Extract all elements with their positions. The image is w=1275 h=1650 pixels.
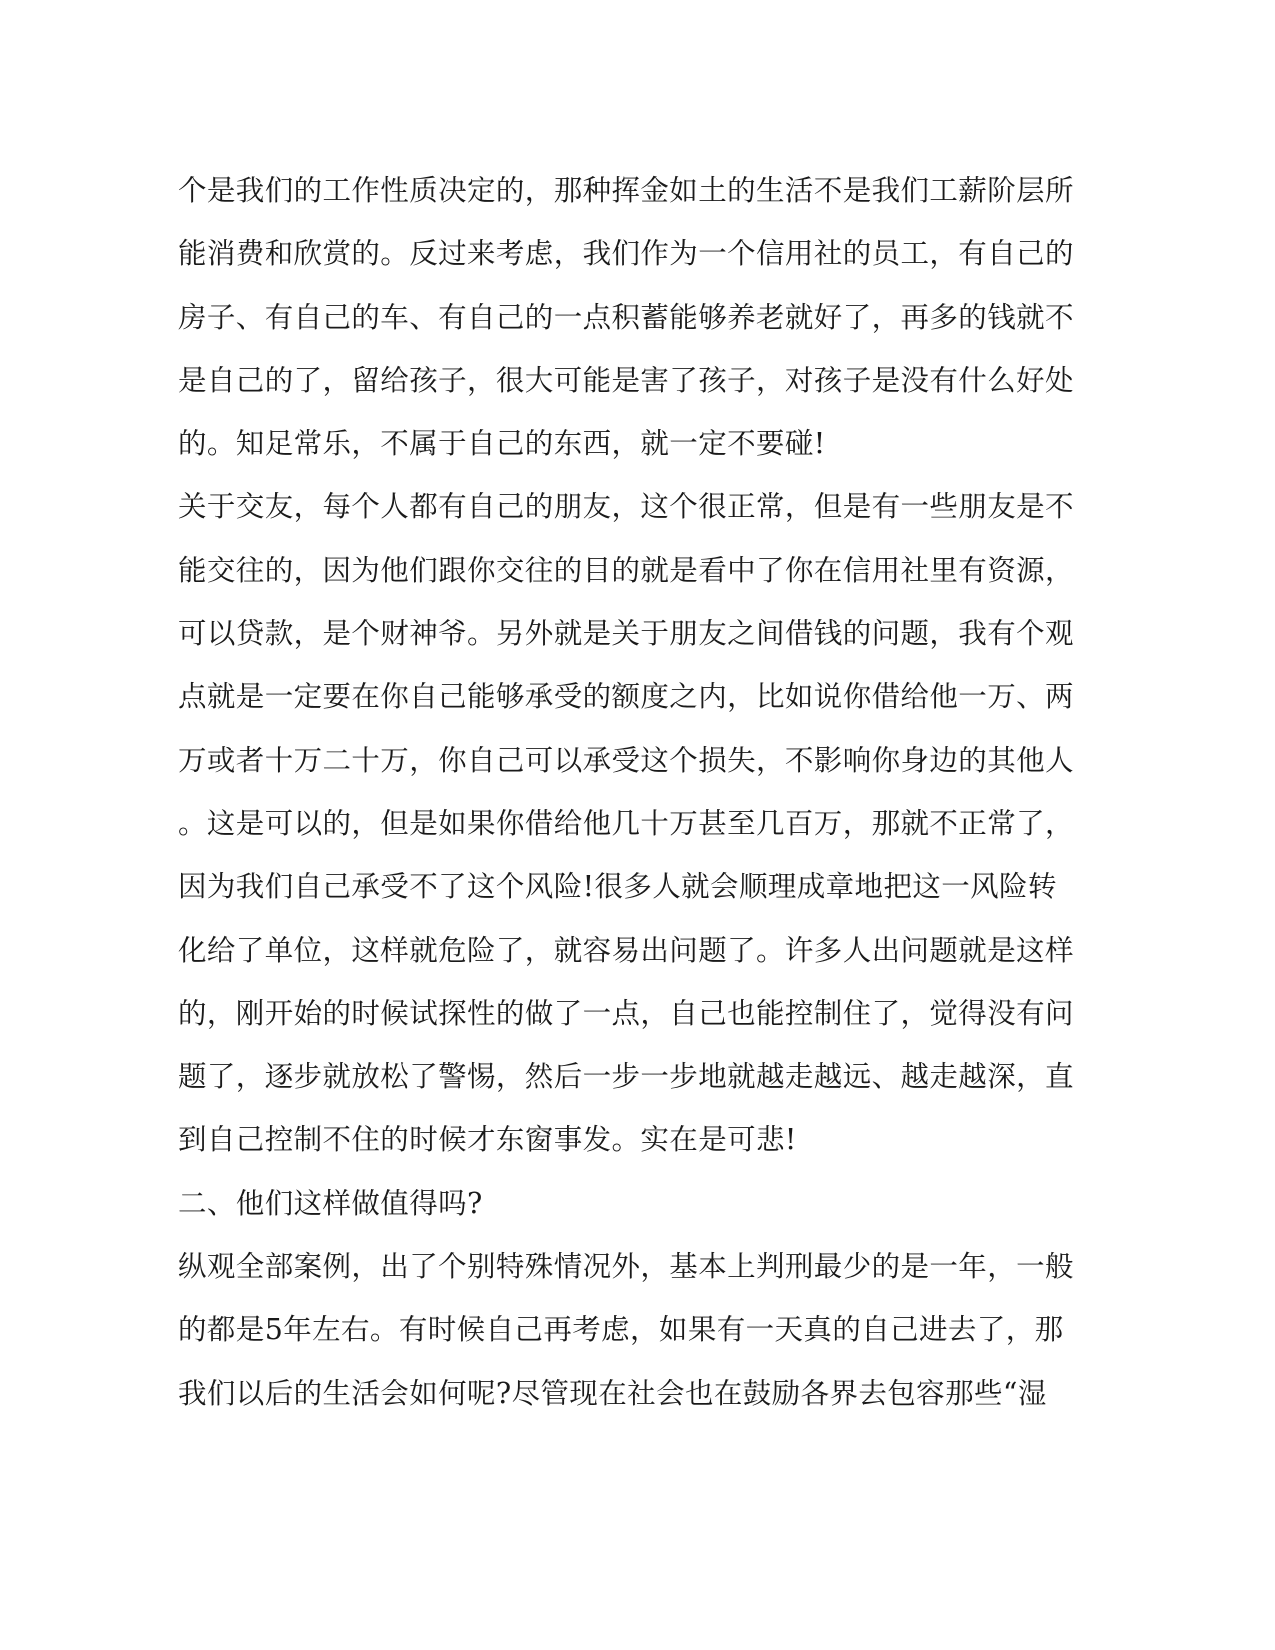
text-line: 房子、有自己的车、有自己的一点积蓄能够养老就好了，再多的钱就不: [178, 300, 1074, 334]
text-line: 化给了单位，这样就危险了，就容易出问题了。许多人出问题就是这样: [178, 933, 1074, 967]
text-line: 点就是一定要在你自己能够承受的额度之内，比如说你借给他一万、两: [178, 680, 1074, 714]
text-line: 可以贷款，是个财神爷。另外就是关于朋友之间借钱的问题，我有个观: [178, 617, 1074, 651]
text-line: 到自己控制不住的时候才东窗事发。实在是可悲!: [178, 1123, 797, 1157]
text-line: 万或者十万二十万，你自己可以承受这个损失，不影响你身边的其他人: [178, 743, 1074, 777]
section-heading: 二、他们这样做值得吗?: [178, 1186, 483, 1220]
text-line: 。这是可以的，但是如果你借给他几十万甚至几百万，那就不正常了，: [178, 806, 1074, 840]
text-line: 的。知足常乐，不属于自己的东西，就一定不要碰!: [178, 427, 826, 461]
text-line: 能交往的，因为他们跟你交往的目的就是看中了你在信用社里有资源，: [178, 553, 1074, 587]
text-line: 题了，逐步就放松了警惕，然后一步一步地就越走越远、越走越深，直: [178, 1060, 1074, 1094]
text-line: 我们以后的生活会如何呢?尽管现在社会也在鼓励各界去包容那些“湿: [178, 1376, 1047, 1410]
text-line: 能消费和欣赏的。反过来考虑，我们作为一个信用社的员工，有自己的: [178, 237, 1074, 271]
text-line: 是自己的了，留给孩子，很大可能是害了孩子，对孩子是没有什么好处: [178, 363, 1074, 397]
text-line: 个是我们的工作性质决定的，那种挥金如土的生活不是我们工薪阶层所: [178, 174, 1074, 207]
text-line: 的都是5年左右。有时候自己再考虑，如果有一天真的自己进去了，那: [178, 1313, 1064, 1347]
text-line: 纵观全部案例，出了个别特殊情况外，基本上判刑最少的是一年，一般: [178, 1250, 1074, 1284]
text-line: 的，刚开始的时候试探性的做了一点，自己也能控制住了，觉得没有问: [178, 996, 1074, 1030]
document-body: [178, 159, 1074, 1425]
text-line: 关于交友，每个人都有自己的朋友，这个很正常，但是有一些朋友是不: [178, 490, 1074, 524]
text-line: 因为我们自己承受不了这个风险!很多人就会顺理成章地把这一风险转: [178, 870, 1057, 904]
